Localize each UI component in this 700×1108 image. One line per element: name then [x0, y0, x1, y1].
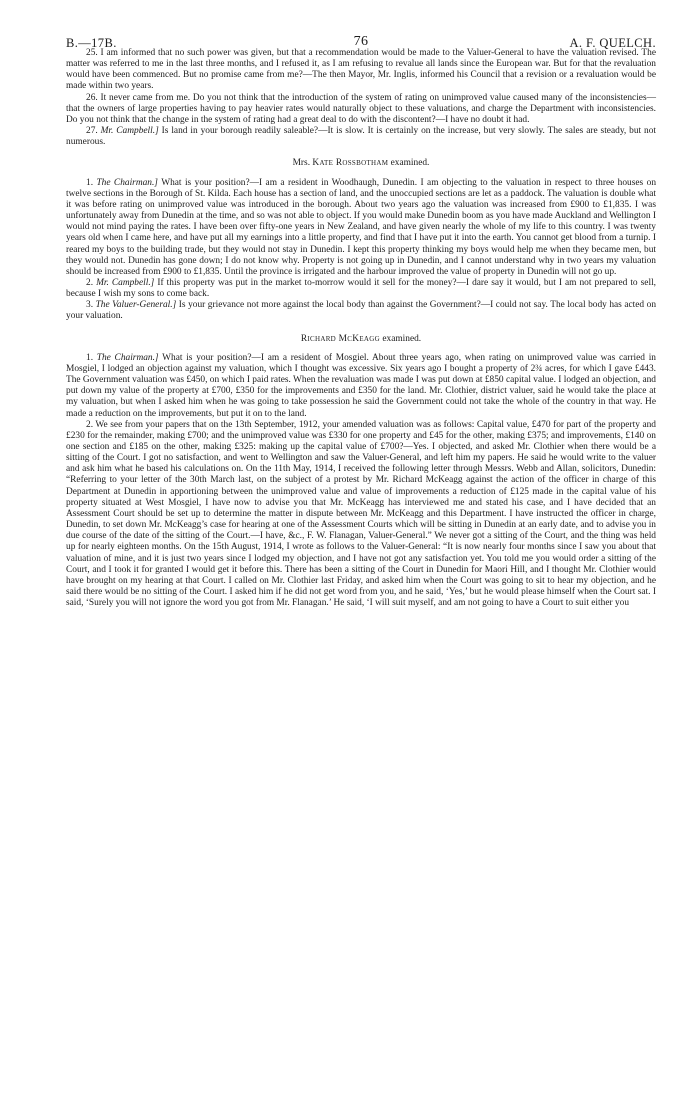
- witness-name: Kate Rossbotham: [312, 158, 389, 169]
- paragraph: 26. It never came from me. Do you not think that the introduction of the system of rating on unimproved value caused many of the inconsistencies—that the owners of large properties having to pay heavier rates would naturally object to these valuations, and charge the Department with inconsistencies. Do you not think that the change in the system of rating had a great deal to do with the discontent?—I have no doubt it had.: [66, 92, 656, 125]
- speaker: The Chairman.]: [96, 352, 159, 363]
- report-code: B.—17B.: [66, 36, 117, 50]
- question-paragraph: 1. The Chairman.] What is your position?—I am a resident in Woodhaugh, Dunedin. I am objecting to the valuation in respect to three houses on twelve sections in the Borough of St. Kilda. Each house has a section of land, and the unoccupied sections are let as a paddock. The valuation is double what it was before rating on unimproved value was introduced in the borough. About two years ago the valuation was increased from £900 to £1,835. I was unfortunately away from Dunedin at the time, and so was not able to object. If you would make Dunedin boom as you have made Auckland and Wellington I would not mind paying the rates. I have been over fifty-one years in New Zealand, and have given nearly the whole of my life to this country. I was twenty years old when I came here, and have put all my earnings into a little property, and find that I have put it into the earth. You cannot get blood from a turnip. I reared my boys to the building trade, but they would not stay in Dunedin. I kept this property thinking my boys would help me when they became men, but they would not. Dunedin has gone down; I do not know why. Property is not going up in Dunedin, and I cannot understand why in two years my valuation should be increased from £900 to £1,835. Until the province is irrigated and the harbour improved the value of property in Dunedin will not go up.: [66, 177, 657, 277]
- document-body: [66, 48, 656, 609]
- question-paragraph: 1. The Chairman.] What is your position?—I am a resident of Mosgiel. About three years ago, when rating on unimproved value was carried in Mosgiel, I lodged an objection against my valuation, which I thought was excessive. Six years ago I bought a property of 2¾ acres, for which I gave £443. The Government valuation was £450, on which I paid rates. When the revaluation was made I was put down at £850 capital value. I lodged an objection, and put down my value of the property at £700, £350 for the improvements and £350 for the land. Mr. Clothier, district valuer, said he would take the place at my valuation, but when I asked him when he was going to take possession he said the Government could not take the whole of the country in that way. He made a reduction on the improvements, but put it on to the land.: [66, 352, 656, 419]
- question-paragraph: 3. The Valuer-General.] Is your grievance not more against the local body than against the Government?—I could not say. The local body has acted on your valuation.: [66, 300, 657, 322]
- paragraph: 25. I am informed that no such power was given, but that a recommendation would be made to the Valuer-General to have the valuation revised. The matter was referred to me in the last three months, and I refused it, as I am refusing to revalue all lands since the European war. But for that the revaluation would have been commenced. But no promise came from me?—The then Mayor, Mr. Inglis, informed his Council that a revision or a revaluation would be made within two years.: [66, 48, 656, 92]
- witness-name-header: A. F. QUELCH.: [569, 36, 656, 50]
- page-number: 76: [353, 34, 369, 49]
- page-header: [66, 8, 656, 48]
- speaker: The Chairman.]: [96, 177, 158, 188]
- witness-heading: Mrs. Kate Rossbotham examined.: [292, 158, 430, 169]
- witness-heading: Richard McKeagg examined.: [300, 333, 422, 344]
- speaker: The Valuer-General.]: [95, 300, 177, 311]
- witness-name: Richard McKeagg: [300, 333, 380, 344]
- paragraph: 2. We see from your papers that on the 13th September, 1912, your amended valuation was as follows: Capital value, £470 for part of the property and £230 for the remainder, making £700; and the unimproved value was £330 for one property and £45 for the other, making £375; and improvements, £140 on one section and £185 on the other, making £325: making up the capital value of £700?—Yes. I objected, and asked Mr. Clothier when there would be a sitting of the Court. I got no satisfaction, and went to Wellington and saw the Valuer-General, and left him my papers. He said he would write to the valuer and ask him what he based his calculations on. On the 11th May, 1914, I received the following letter through Messrs. Webb and Allan, solicitors, Dunedin: “Referring to your letter of the 30th March last, on the subject of a protest by Mr. Richard McKeagg against the action of the officer in charge of this Department at Dunedin in apportioning between the unimproved value and value of improvements a reduction of £125 made in the capital value of his property situated at West Mosgiel, I have now to advise you that Mr. McKeagg has interviewed me and stated his case, and I have decided that an Assessment Court should be set up to determine the matter in dispute between Mr. McKeagg and this Department. I have instructed the officer in charge, Dunedin, to set down Mr. McKeagg’s case for hearing at one of the Assessment Courts which will be sitting in Dunedin at an early date, and to advise you in due course of the date of the sitting of the Court.—I have, &c., F. W. Flanagan, Valuer-General.” We never got a sitting of the Court, and the thing was held up for nearly eighteen months. On the 15th August, 1914, I wrote as follows to the Valuer-General: “It is now nearly four months since I saw you about that valuation of mine, and it is just two years since I lodged my objection, and I have not got any satisfaction yet. You told me you would order a sitting of the Court, and I took it for granted I would get it before this. There has been a sitting of the Court in Dunedin for Maori Hill, and I thought Mr. Clothier would have brought on my hearing at that Court. I called on Mr. Clothier last Friday, and asked him when the Court was going to sit to hear my objection, and he said there would be no sitting of the Court. I asked him if he did not get word from you, and he said, ‘Yes,’ but he would please himself when the Court sat. I said, ‘Surely you will not ignore the word you got from Mr. Flanagan.’ He said, ‘I will suit myself, and am not going to have a Court to suit either you: [66, 419, 656, 609]
- question-paragraph: 27. Mr. Campbell.] Is land in your borough readily saleable?—It is slow. It is certainly on the increase, but very slowly. The sales are steady, but not numerous.: [66, 126, 657, 148]
- speaker: Mr. Campbell.]: [100, 126, 159, 137]
- speaker: Mr. Campbell.]: [96, 277, 155, 288]
- question-paragraph: 2. Mr. Campbell.] If this property was put in the market to-morrow would it sell for the money?—I dare say it would, but I am not prepared to sell, because I wish my sons to come back.: [66, 277, 657, 300]
